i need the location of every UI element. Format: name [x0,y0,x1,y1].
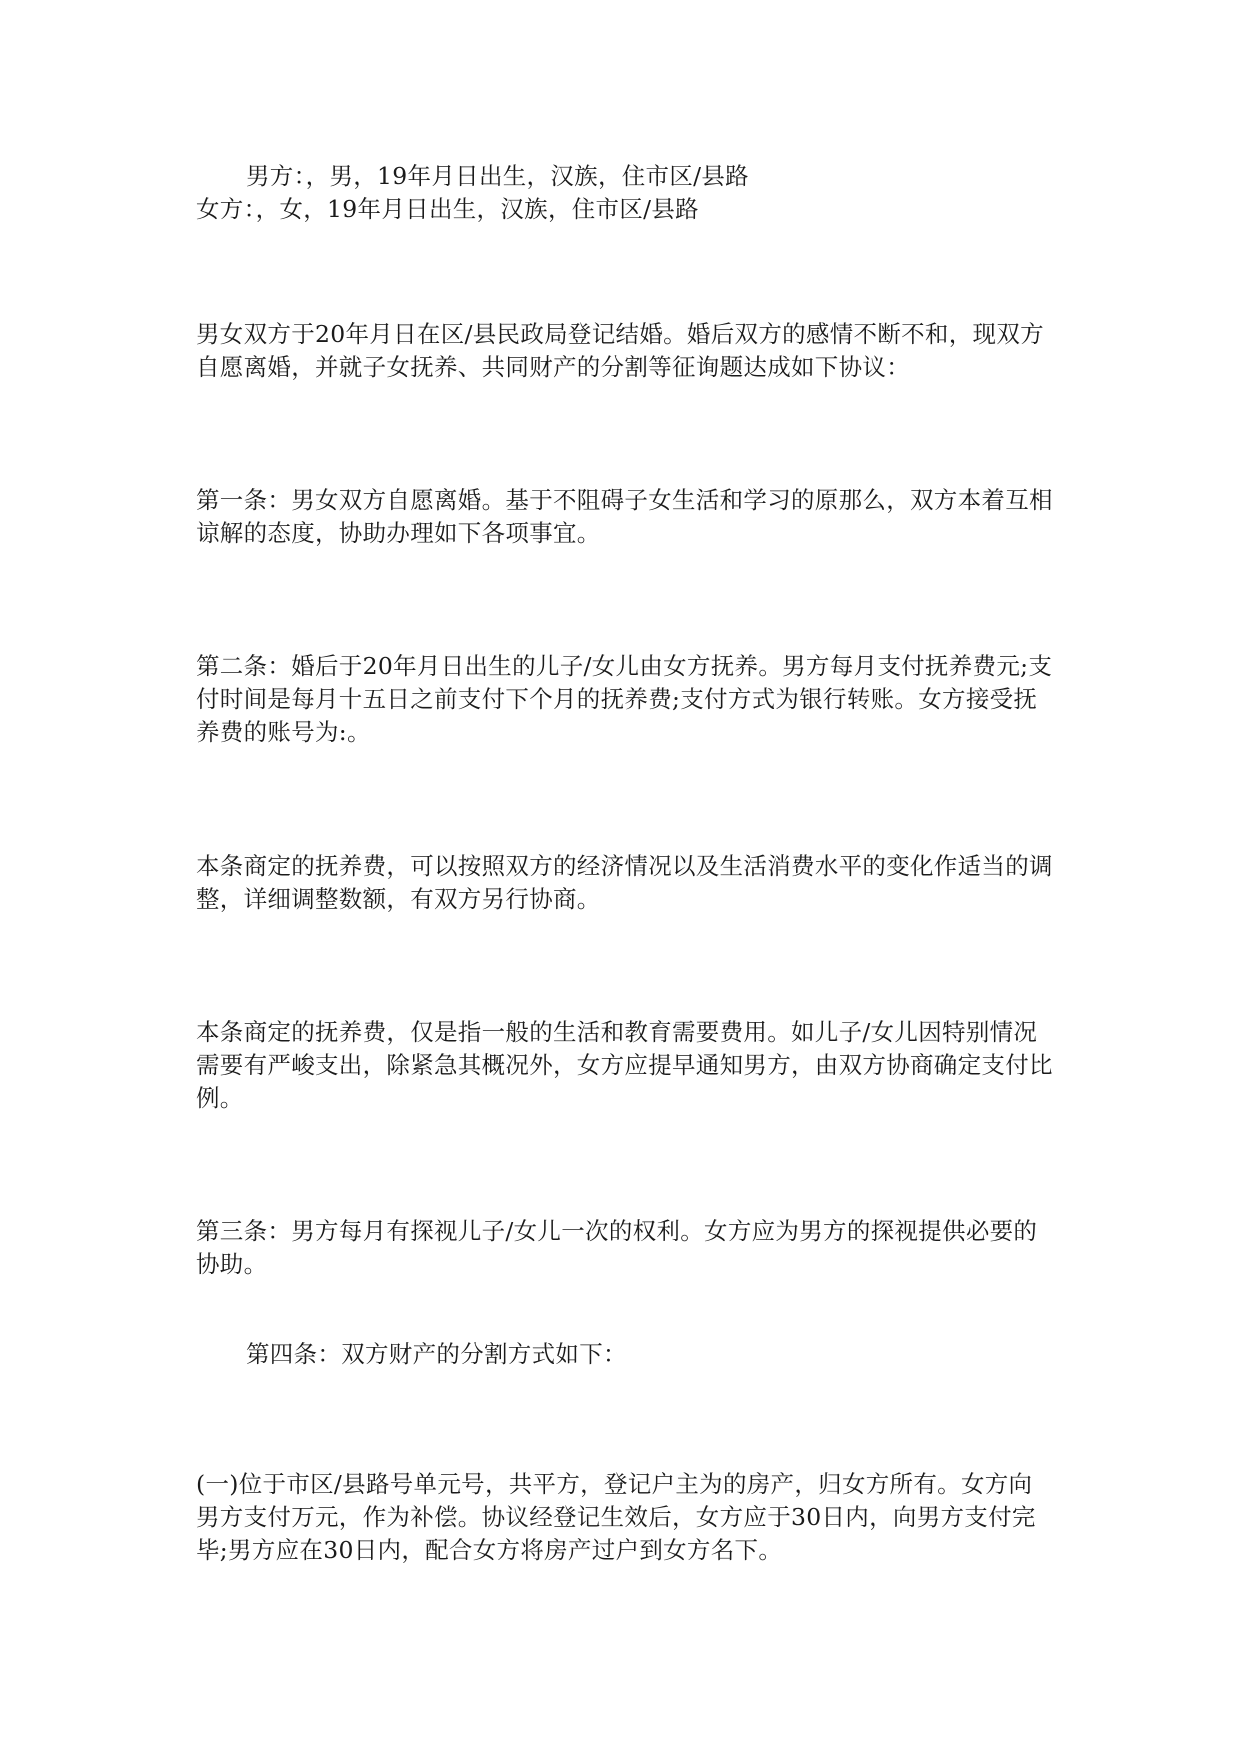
marriage-intro-paragraph: 男女双方于20年月日在区/县民政局登记结婚。婚后双方的感情不断不和，现双方自愿离婚，并就子女抚养、共同财产的分割等征询题达成如下协议： [196,320,1044,381]
support-adjustment-paragraph: 本条商定的抚养费，可以按照双方的经济情况以及生活消费水平的变化作适当的调整，详细调整数额，有双方另行协商。 [196,852,1053,913]
article-1-paragraph: 第一条：男女双方自愿离婚。基于不阻碍子女生活和学习的原那么，双方本着互相谅解的态度，协助办理如下各项事宜。 [196,486,1053,547]
support-scope-paragraph: 本条商定的抚养费，仅是指一般的生活和教育需要费用。如儿子/女儿因特别情况需要有严峻支出，除紧急其概况外，女方应提早通知男方，由双方协商确定支付比例。 [196,1018,1053,1112]
party-female-line: 女方：，女，19年月日出生，汉族，住市区/县路 [196,195,699,223]
party-male-line: 男方：，男，19年月日出生，汉族，住市区/县路 [246,162,749,190]
property-item-1-paragraph: (一)位于市区/县路号单元号，共平方，登记户主为的房产，归女方所有。女方向男方支付万元，作为补偿。协议经登记生效后，女方应于30日内，向男方支付完毕;男方应在30日内，配合女方将房产过户到女方名下。 [196,1470,1036,1564]
article-3-paragraph: 第三条：男方每月有探视儿子/女儿一次的权利。女方应为男方的探视提供必要的协助。 [196,1217,1038,1278]
article-2-paragraph: 第二条：婚后于20年月日出生的儿子/女儿由女方抚养。男方每月支付抚养费元;支付时间是每月十五日之前支付下个月的抚养费;支付方式为银行转账。女方接受抚养费的账号为:。 [196,652,1053,746]
article-4-heading: 第四条：双方财产的分割方式如下： [246,1340,627,1368]
